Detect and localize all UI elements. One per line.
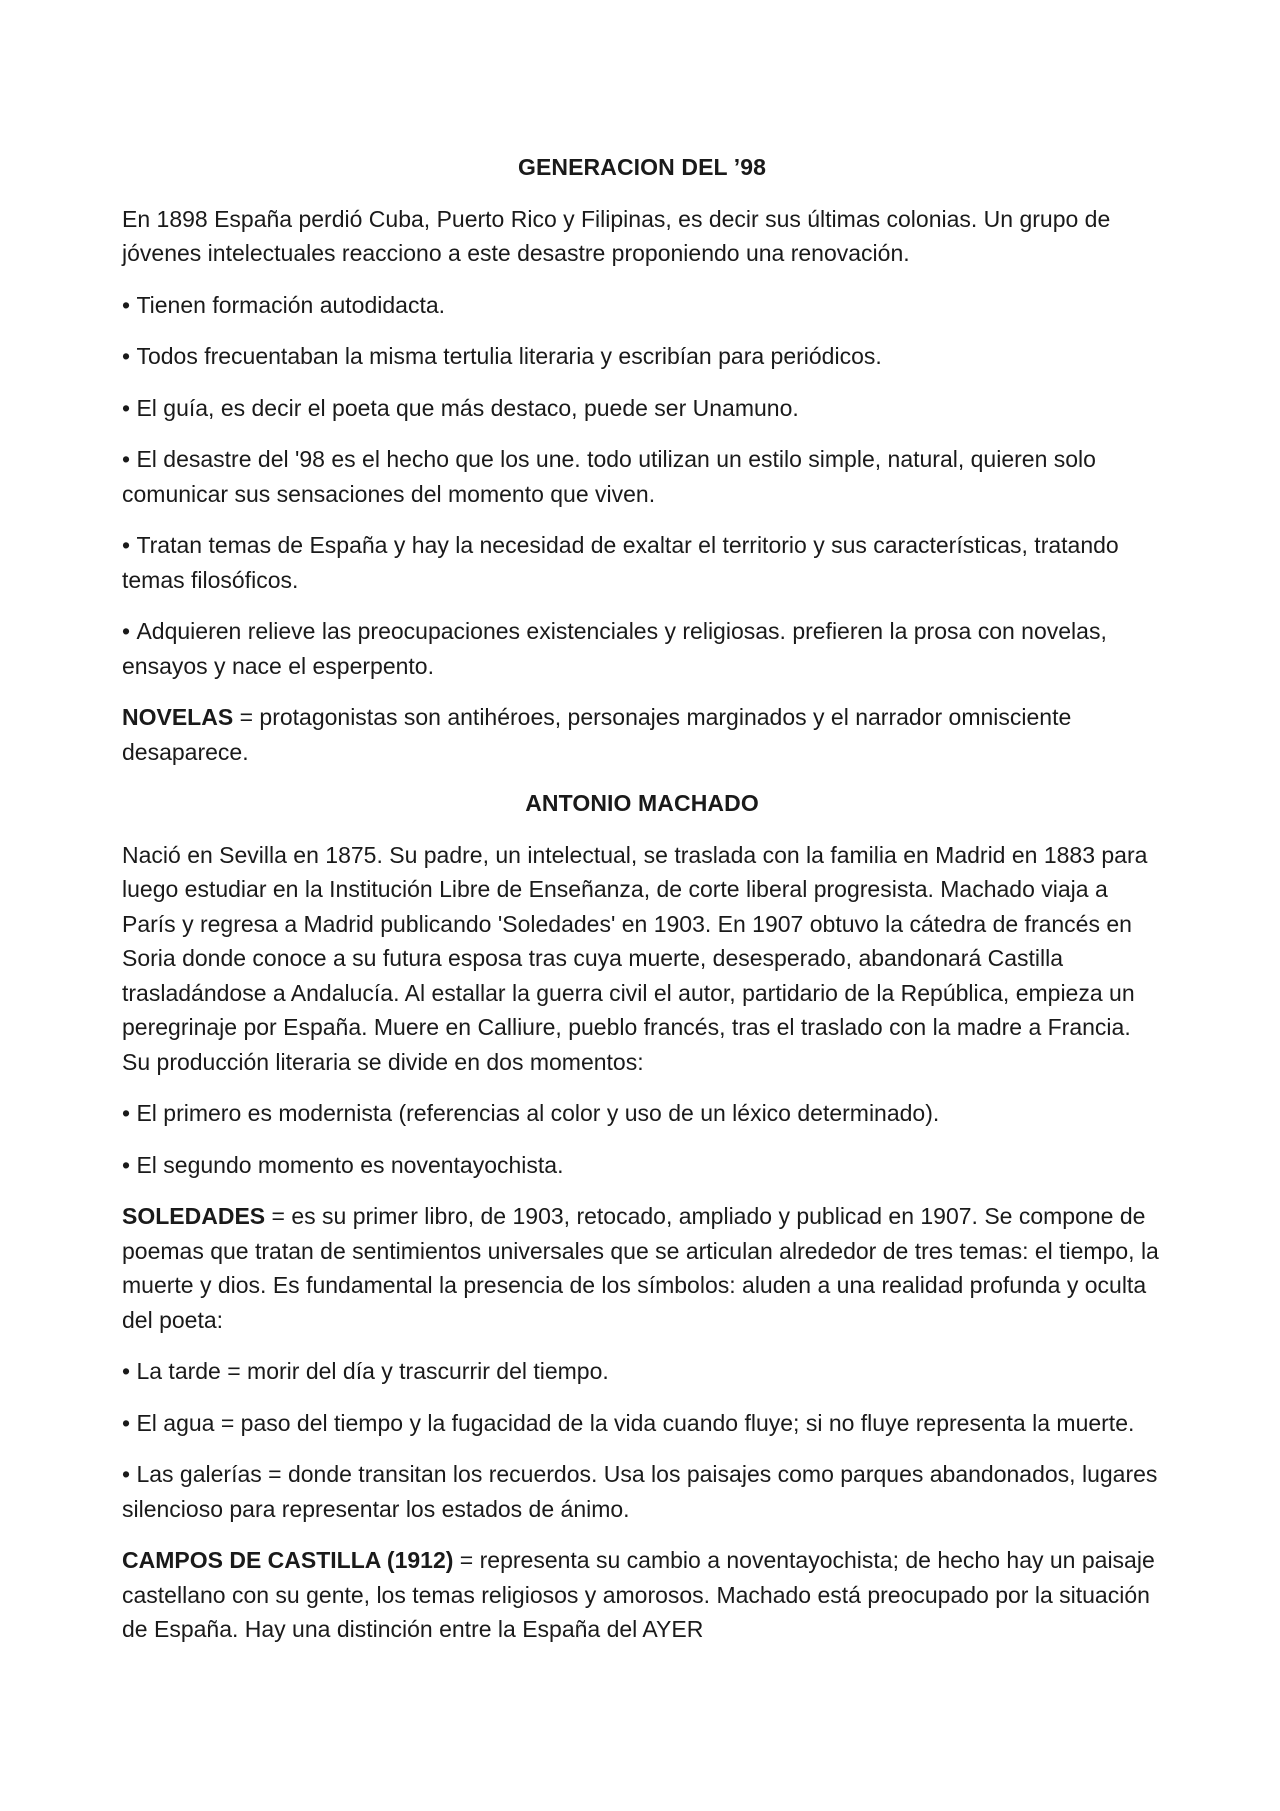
- novelas-term: NOVELAS: [122, 704, 234, 730]
- bullet-item: • El segundo momento es noventayochista.: [122, 1148, 1162, 1183]
- soledades-term: SOLEDADES: [122, 1203, 266, 1229]
- page-title: GENERACION DEL ’98: [517, 154, 767, 180]
- bullet-item: • El agua = paso del tiempo y la fugacidad de la vida cuando fluye; si no fluye representa la muerte.: [122, 1406, 1162, 1441]
- bullet-item: • Tratan temas de España y hay la necesidad de exaltar el territorio y sus características, tratando temas filosóficos.: [122, 528, 1162, 597]
- bullet-item: • Tienen formación autodidacta.: [122, 288, 1162, 323]
- campos-term: CAMPOS DE CASTILLA (1912): [122, 1547, 454, 1573]
- bullet-item: • El primero es modernista (referencias al color y uso de un léxico determinado).: [122, 1096, 1162, 1131]
- bullet-item: • El guía, es decir el poeta que más destaco, puede ser Unamuno.: [122, 391, 1162, 426]
- section-title-machado: ANTONIO MACHADO: [525, 790, 759, 816]
- intro-paragraph: En 1898 España perdió Cuba, Puerto Rico y Filipinas, es decir sus últimas colonias. Un grupo de jóvenes intelectuales reacciono a este desastre proponiendo una renovación.: [122, 205, 1111, 266]
- biography-paragraph: Nació en Sevilla en 1875. Su padre, un intelectual, se traslada con la familia en Madrid en 1883 para luego estudiar en la Institución Libre de Enseñanza, de corte liberal progresista. Machado viaja a París y regresa a Madrid publicando 'Soledades' en 1903. En 1907 obtuvo la cátedra de francés en Soria donde conoce a su futura esposa tras cuya muerte, desesperado, abandonará Castilla trasladándose a Andalucía. Al estallar la guerra civil el autor, partidario de la República, empieza un peregrinaje por España. Muere en Calliure, pueblo francés, tras el traslado con la madre a Francia. Su producción literaria se divide en dos momentos:: [122, 841, 1148, 1075]
- campos-paragraph: [122, 1543, 1162, 1647]
- document-page: [122, 150, 1162, 1664]
- bullet-item: • El desastre del '98 es el hecho que los une. todo utilizan un estilo simple, natural, quieren solo comunicar sus sensaciones del momento que viven.: [122, 442, 1162, 511]
- bullet-item: • Todos frecuentaban la misma tertulia literaria y escribían para periódicos.: [122, 339, 1162, 374]
- soledades-paragraph: [122, 1199, 1162, 1337]
- campos-text: = representa su cambio a noventayochista; de hecho hay un paisaje castellano con su gente, los temas religiosos y amorosos. Machado está preocupado por la situación de España. Hay una distinción entre la España del AYER: [122, 1547, 1155, 1642]
- novelas-text: = protagonistas son antihéroes, personajes marginados y el narrador omnisciente desaparece.: [122, 704, 1072, 765]
- soledades-text: = es su primer libro, de 1903, retocado, ampliado y publicad en 1907. Se compone de poemas que tratan de sentimientos universales que se articulan alrededor de tres temas: el tiempo, la muerte y dios. Es fundamental la presencia de los símbolos: aluden a una realidad profunda y oculta del poeta:: [122, 1203, 1159, 1333]
- novelas-paragraph: [122, 700, 1162, 769]
- bullet-item: • Las galerías = donde transitan los recuerdos. Usa los paisajes como parques abandonados, lugares silencioso para representar los estados de ánimo.: [122, 1457, 1162, 1526]
- bullet-item: • La tarde = morir del día y trascurrir del tiempo.: [122, 1354, 1162, 1389]
- bullet-item: • Adquieren relieve las preocupaciones existenciales y religiosas. prefieren la prosa con novelas, ensayos y nace el esperpento.: [122, 614, 1162, 683]
